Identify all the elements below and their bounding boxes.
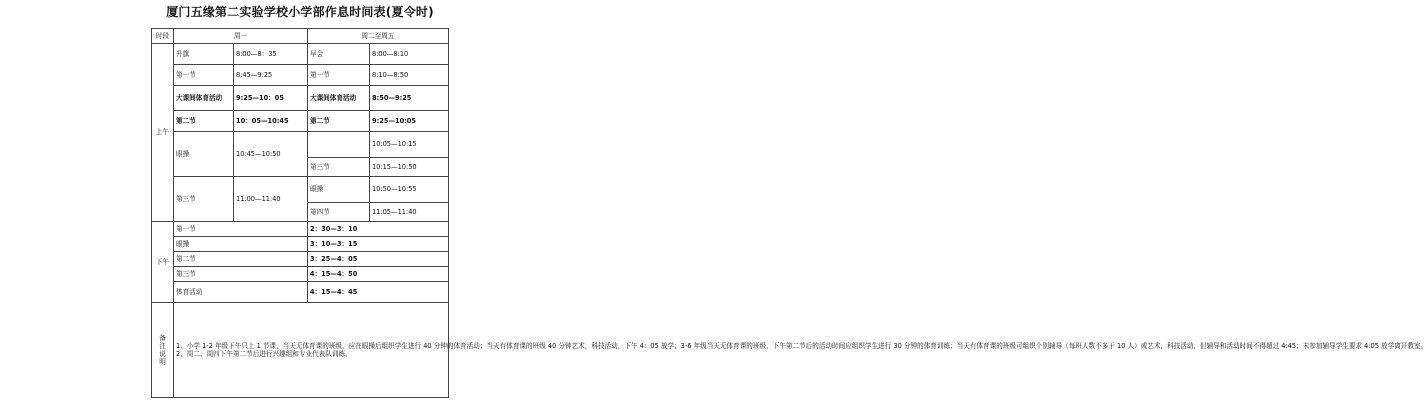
table-row — [152, 65, 449, 86]
table-row — [152, 221, 449, 236]
table-row — [152, 281, 449, 302]
notes-label — [152, 302, 174, 397]
notes-label-char: 备 — [159, 333, 166, 342]
notes-body — [174, 302, 1427, 397]
mon-item: 第三节 — [174, 176, 234, 221]
tf-item: 大课间体育活动 — [308, 86, 370, 111]
tf-time: 10:15—10:50 — [370, 157, 449, 176]
pm-time: 4：15—4：45 — [308, 281, 449, 302]
header-monday: 周一 — [174, 29, 308, 44]
tf-item: 第一节 — [308, 65, 370, 86]
pm-time: 3：25—4：05 — [308, 251, 449, 266]
tf-time: 8:50—9:25 — [370, 86, 449, 111]
header-tue-fri: 周二至周五 — [308, 29, 449, 44]
tf-time: 10:05—10:15 — [370, 132, 449, 158]
tf-time: 10:50—10:55 — [370, 176, 449, 202]
tf-item: 第二节 — [308, 111, 370, 132]
mon-time: 10:45—10:50 — [234, 132, 308, 177]
table-row — [152, 266, 449, 281]
page-title: 厦门五缘第二实验学校小学部作息时间表(夏令时) — [166, 5, 434, 19]
mon-item: 大课间体育活动 — [174, 86, 234, 111]
notes-row — [152, 302, 449, 397]
pm-item: 第一节 — [174, 221, 308, 236]
afternoon-label: 下午 — [152, 221, 174, 302]
schedule-page — [150, 0, 1427, 400]
mon-item: 升旗 — [174, 44, 234, 65]
tf-time: 8:10—8:50 — [370, 65, 449, 86]
notes-label-char: 说 — [159, 349, 166, 358]
tf-time: 8:00—8:10 — [370, 44, 449, 65]
schedule-table — [151, 28, 1427, 398]
mon-time: 11:00—11:40 — [234, 176, 308, 221]
table-header-row — [152, 29, 449, 44]
pm-item: 第二节 — [174, 251, 308, 266]
mon-item: 第二节 — [174, 111, 234, 132]
table-row — [152, 236, 449, 251]
table-row — [152, 251, 449, 266]
table-row — [152, 86, 449, 111]
tf-item: 眼操 — [308, 176, 370, 202]
mon-item: 眼操 — [174, 132, 234, 177]
mon-item: 第一节 — [174, 65, 234, 86]
tf-time: 11:05—11:40 — [370, 202, 449, 221]
notes-label-char: 明 — [159, 357, 166, 366]
pm-item: 眼操 — [174, 236, 308, 251]
pm-time: 4：15—4：50 — [308, 266, 449, 281]
mon-time: 8:00—8：35 — [234, 44, 308, 65]
tf-item — [308, 132, 370, 158]
table-row — [152, 111, 449, 132]
tf-time: 9:25—10:05 — [370, 111, 449, 132]
table-row — [152, 132, 449, 158]
mon-time: 9:25—10：05 — [234, 86, 308, 111]
pm-item: 第三节 — [174, 266, 308, 281]
tf-item: 第三节 — [308, 157, 370, 176]
header-period: 时段 — [152, 29, 174, 44]
morning-label: 上午 — [152, 44, 174, 222]
pm-item: 体育活动 — [174, 281, 308, 302]
tf-item: 早会 — [308, 44, 370, 65]
tf-item: 第四节 — [308, 202, 370, 221]
pm-time: 3：10—3：15 — [308, 236, 449, 251]
table-row — [152, 176, 449, 202]
table-row — [152, 44, 449, 65]
mon-time: 10：05—10:45 — [234, 111, 308, 132]
notes-paragraph-2: 2、周二、周四下午第二节后进行兴趣组和专业代表队训练。 — [176, 349, 352, 358]
mon-time: 8:45—9:25 — [234, 65, 308, 86]
pm-time: 2：30—3：10 — [308, 221, 449, 236]
notes-label-char: 注 — [159, 341, 166, 350]
notes-paragraph-1: 1、小学 1-2 年级下午只上 1 节课，当天无体育课的班级，应在眼操后组织学生进行 40 分钟的体育活动；当天有体育课的班级 40 分钟艺术，科技活动，下午 4：05 放学；3-6 年级当天无体育课的班级，下午第二节后的活动时间应组织学生进行 30 分钟的体育训练；当天有体育课的班级可组织个别辅导（每班人数不多于 10 人）或艺术，科技活动，但辅导和活动时间不得超过 4:45；未参加辅导学生要求 4:05 放学离开教室。 — [176, 341, 1427, 350]
